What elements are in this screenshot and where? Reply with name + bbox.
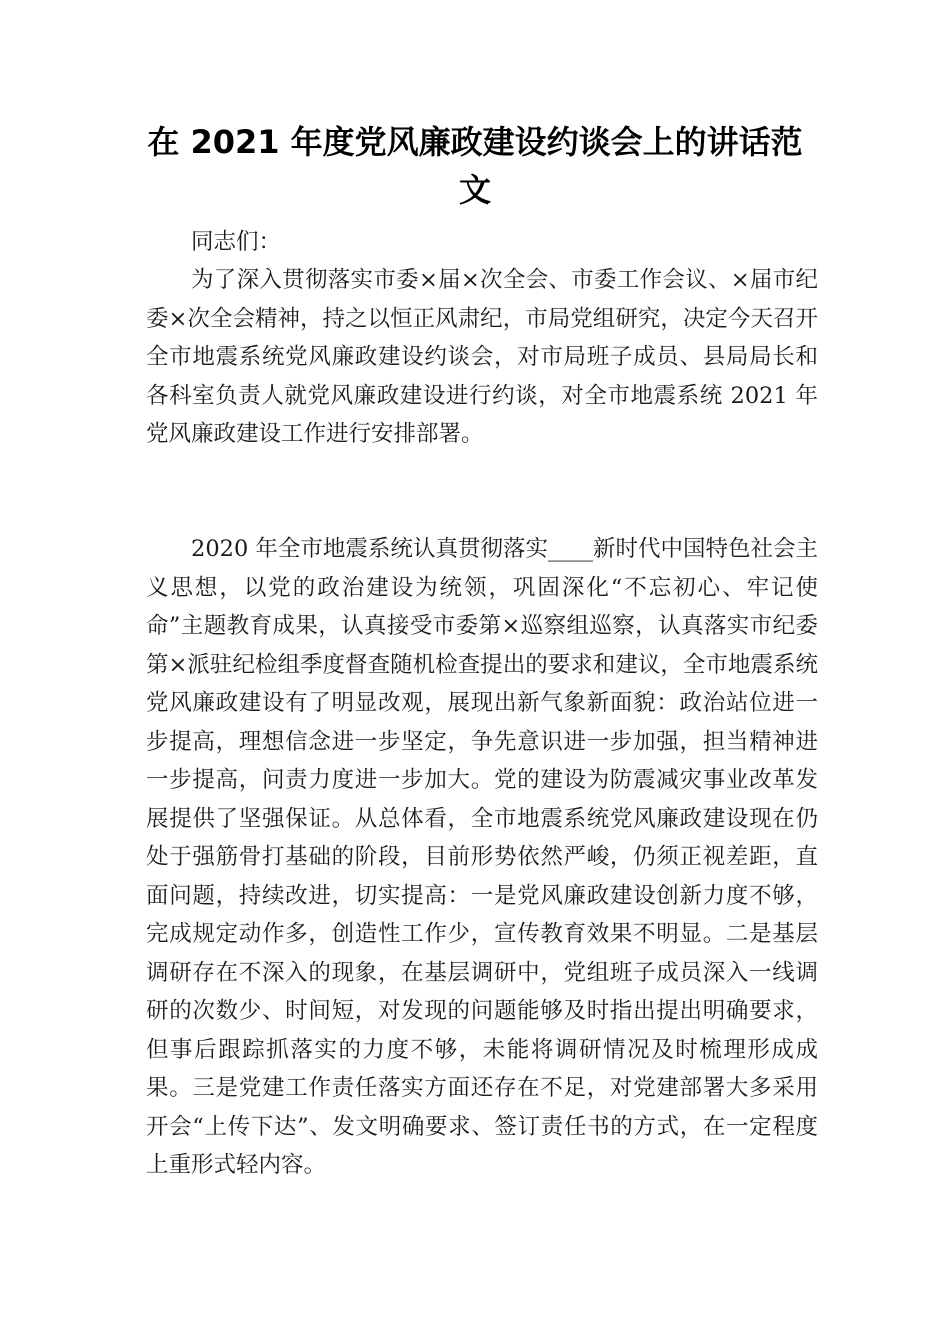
paragraph-1: 为了深入贯彻落实市委×届×次全会、市委工作会议、×届市纪委×次全会精神，持之以恒正风肃纪，市局党组研究，决定今天召开全市地震系统党风廉政建设约谈会，对市局班子成员、县局局长和各科室负责人就党风廉政建设进行约谈，对全市地震系统 2021 年党风廉政建设工作进行安排部署。 [146,267,818,447]
salutation: 同志们： [191,229,282,255]
paragraph-2: 2020 年全市地震系统认真贯彻落实____新时代中国特色社会主义思想，以党的政治建设为统领，巩固深化“不忘初心、牢记使命”主题教育成果，认真接受市委第×巡察组巡察，认真落实市纪委第×派驻纪检组季度督查随机检查提出的要求和建议，全市地震系统党风廉政建设有了明显改观，展现出新气象新面貌：政治站位进一步提高，理想信念进一步坚定，争先意识进一步加强，担当精神进一步提高，问责力度进一步加大。党的建设为防震减灾事业改革发展提供了坚强保证。从总体看，全市地震系统党风廉政建设现在仍处于强筋骨打基础的阶段，目前形势依然严峻，仍须正视差距，直面问题，持续改进，切实提高：一是党风廉政建设创新力度不够，完成规定动作多，创造性工作少，宣传教育效果不明显。二是基层调研存在不深入的现象，在基层调研中，党组班子成员深入一线调研的次数少、时间短，对发现的问题能够及时指出提出明确要求，但事后跟踪抓落实的力度不够，未能将调研情况及时梳理形成成果。三是党建工作责任落实方面还存在不足，对党建部署大多采用开会“上传下达”、发文明确要求、签订责任书的方式，在一定程度上重形式轻内容。 [146,536,818,1178]
document-title: 在 2021 年度党风廉政建设约谈会上的讲话范文 [147,123,803,209]
